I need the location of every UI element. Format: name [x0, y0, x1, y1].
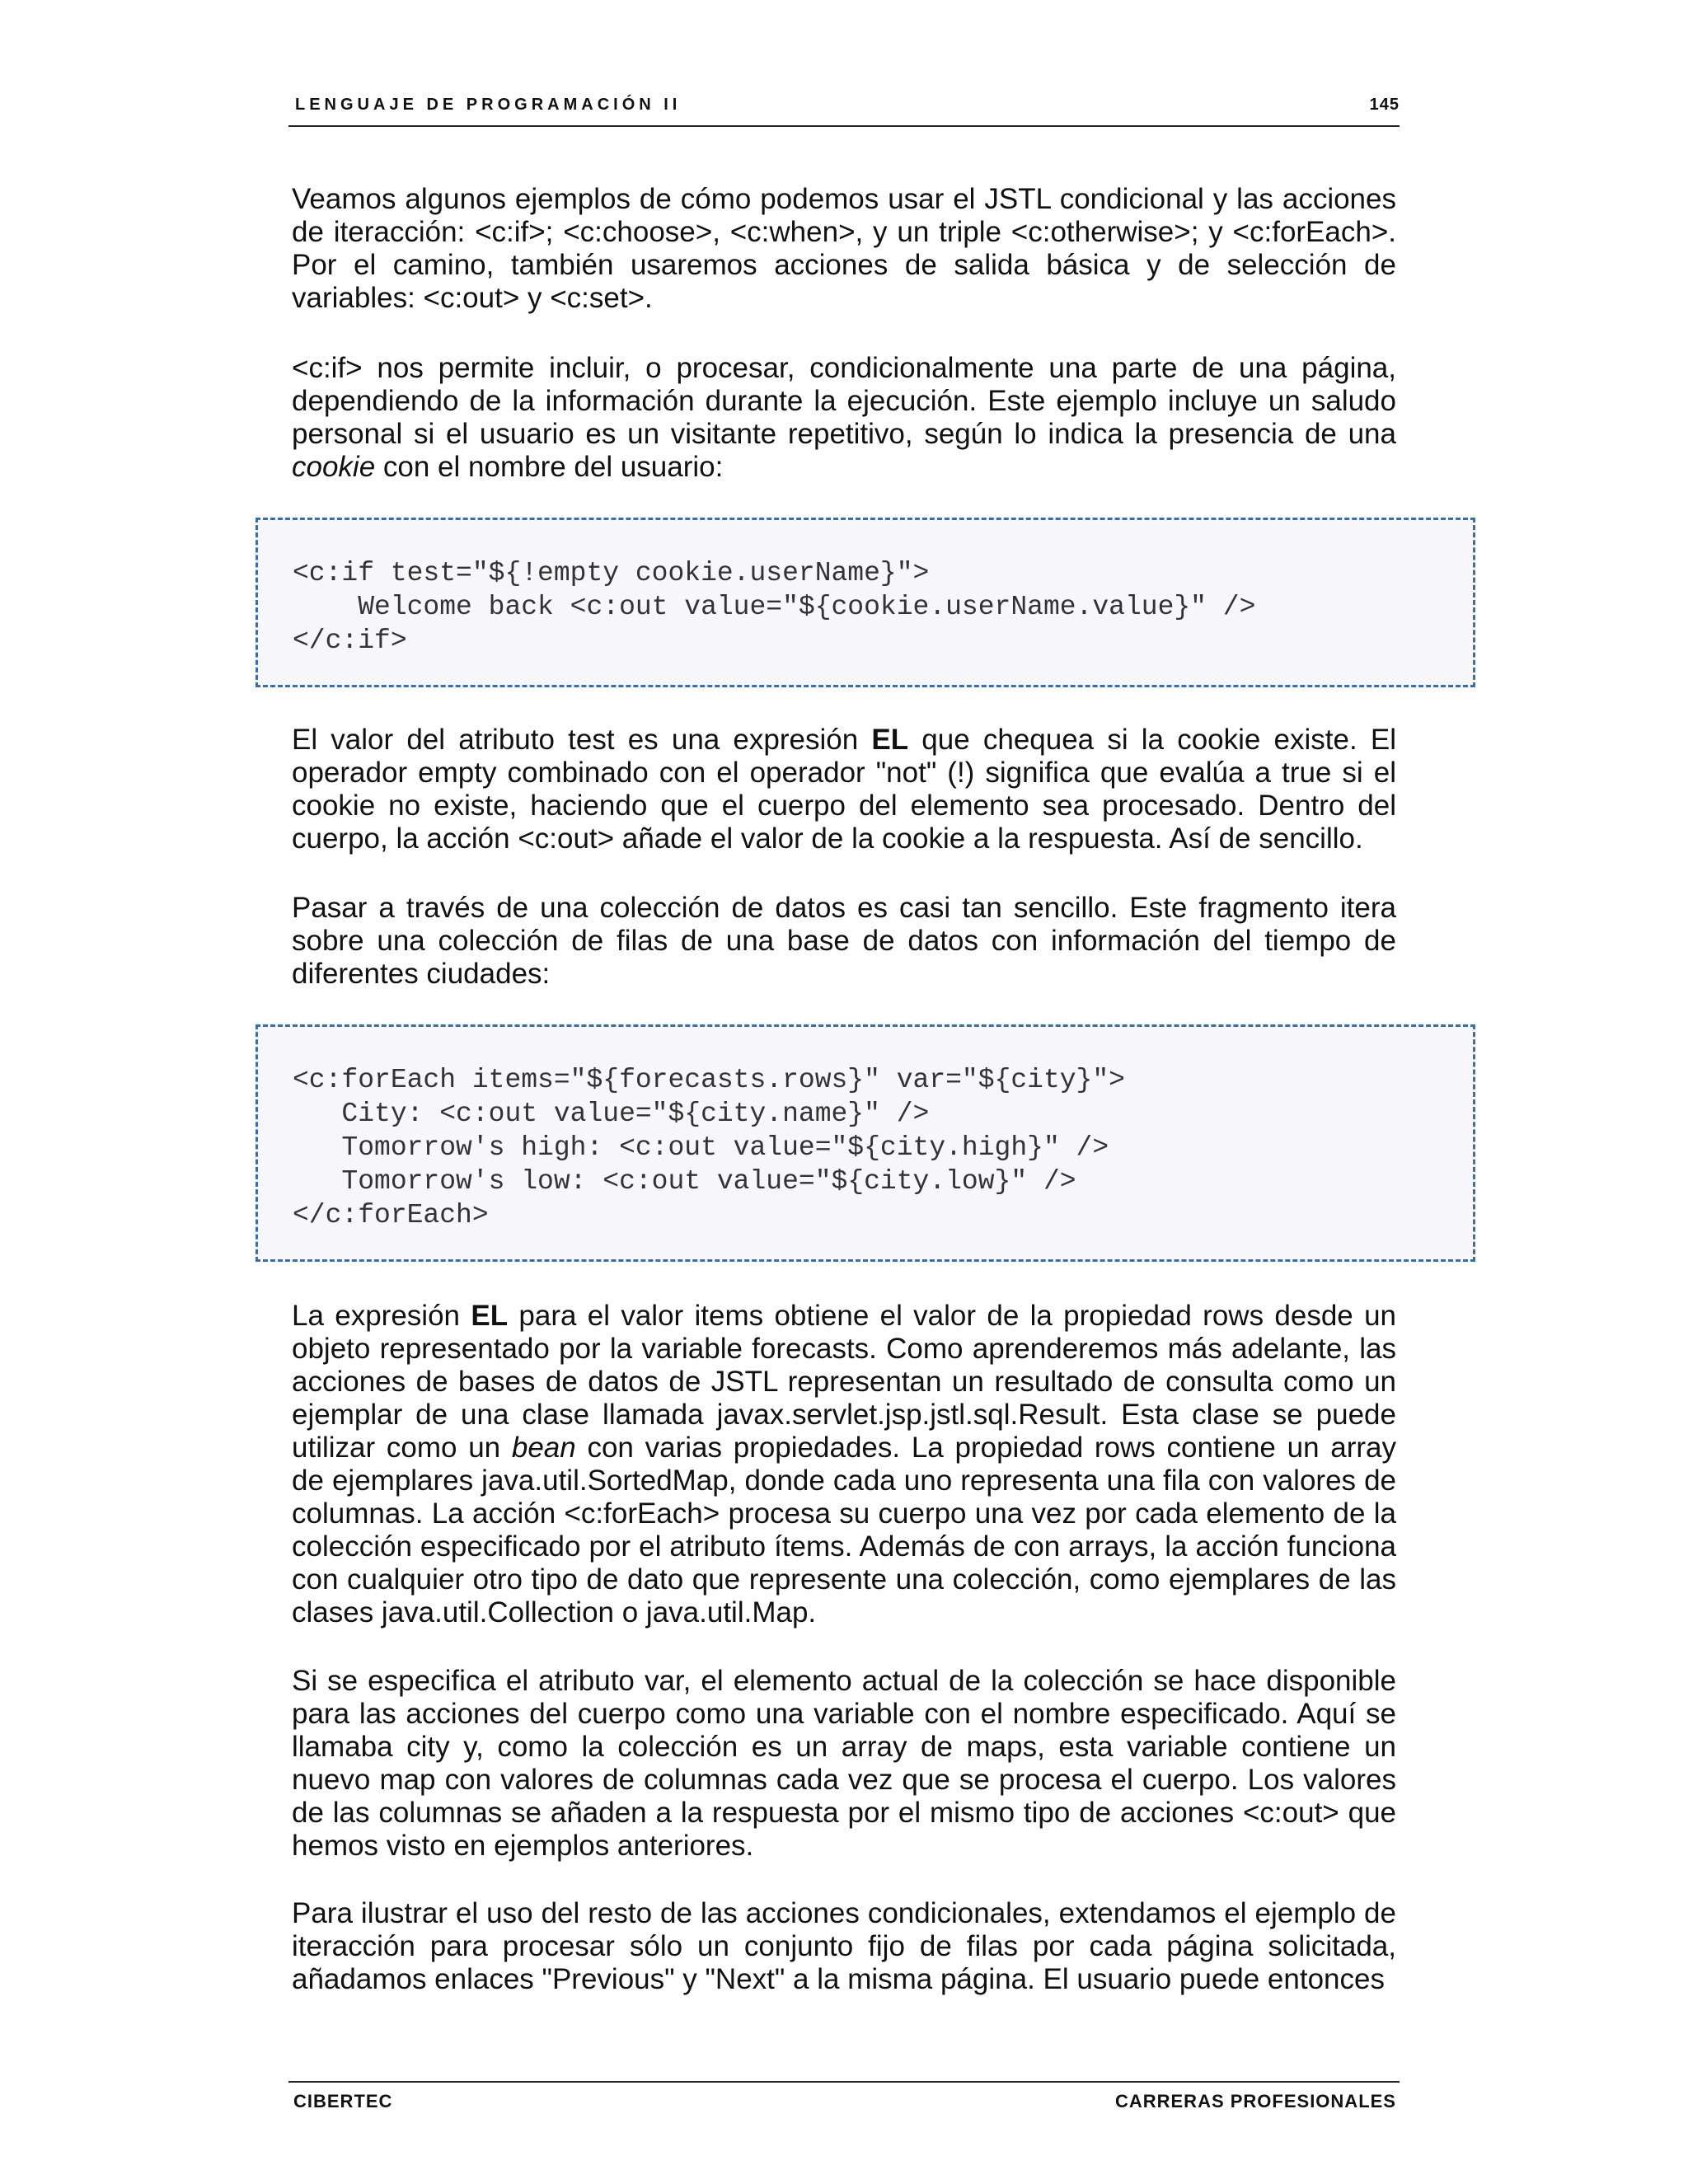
paragraph-test-attribute — [292, 724, 1396, 855]
paragraph-test-text-b: que chequea si la cookie existe. El operador empty combinado con el operador "not" (!) significa que evalúa a true si el cookie no existe, haciendo que el cuerpo del elemento sea procesado. Dentro del cuerpo, la acción <c:out> añade el valor de la cookie a la respuesta. Así de sencillo. — [292, 724, 1396, 855]
paragraph-cif-text-b: con el nombre del usuario: — [375, 451, 724, 483]
paragraph-el-text-a: La expresión — [292, 1300, 471, 1332]
page-header — [288, 92, 1400, 127]
paragraph-cif — [292, 352, 1396, 484]
page-footer — [288, 2081, 1400, 2116]
paragraph-var-attribute: Si se especifica el atributo var, el elemento actual de la colección se hace disponible para las acciones del cuerpo como una variable con el nombre especificado. Aquí se llamaba city y, como la colección es un array de maps, esta variable contiene un nuevo map con valores de columnas cada vez que se procesa el cuerpo. Los valores de las columnas se añaden a la respuesta por el mismo tipo de acciones <c:out> que hemos visto en ejemplos anteriores. — [292, 1665, 1396, 1862]
footer-right: CARRERAS PROFESIONALES — [1114, 2091, 1396, 2111]
paragraph-test-bold: EL — [871, 724, 909, 756]
paragraph-el-bold: EL — [471, 1300, 509, 1332]
paragraph-conditional-actions: Para ilustrar el uso del resto de las acciones condicionales, extendamos el ejemplo de iteracción para procesar sólo un conjunto fijo de filas por cada página solicitada, añadamos enlaces "Previous" y "Next" a la misma página. El usuario puede entonces — [292, 1897, 1396, 1995]
page-number: 145 — [1369, 96, 1400, 114]
paragraph-intro: Veamos algunos ejemplos de cómo podemos usar el JSTL condicional y las acciones de iteracción: <c:if>; <c:choose>, <c:when>, y un triple <c:otherwise>; y <c:forEach>. Por el camino, también usaremos acciones de salida básica y de selección de variables: <c:out> y <c:set>. — [292, 183, 1396, 314]
paragraph-el-items — [292, 1300, 1396, 1629]
code-foreach: <c:forEach items="${forecasts.rows}" var="${city}"> City: <c:out value="${city.name}" /> Tomorrow's high: <c:out value="${city.high}" /> Tomorrow's low: <c:out value="${city.low}" /> </c:forEach> — [293, 1065, 1125, 1230]
paragraph-cif-emphasis: cookie — [292, 451, 376, 483]
paragraph-el-text-c: con varias propiedades. La propiedad rows contiene un array de ejemplares java.util.SortedMap, donde cada uno representa una fila con valores de columnas. La acción <c:forEach> procesa su cuerpo una vez por cada elemento de la colección especificado por el atributo ítems. Además de con arrays, la acción funciona con cualquier otro tipo de dato que represente una colección, como ejemplares de las clases java.util.Collection o java.util.Map. — [292, 1432, 1397, 1629]
footer-left: CIBERTEC — [293, 2091, 393, 2111]
paragraph-test-text-a: El valor del atributo test es una expresión — [292, 724, 872, 756]
paragraph-collection: Pasar a través de una colección de datos es casi tan sencillo. Este fragmento itera sobre una colección de filas de una base de datos con información del tiempo de diferentes ciudades: — [292, 892, 1396, 990]
code-block-foreach — [256, 1024, 1475, 1262]
header-title: LENGUAJE DE PROGRAMACIÓN II — [295, 96, 682, 114]
paragraph-cif-text-a: <c:if> nos permite incluir, o procesar, condicionalmente una parte de una página, dependiendo de la información durante la ejecución. Este ejemplo incluye un saludo personal si el usuario es un visitante repetitivo, según lo indica la presencia de una — [292, 352, 1396, 450]
paragraph-el-text-b: para el valor items obtiene el valor de la propiedad rows desde un objeto representado por la variable forecasts. Como aprenderemos más adelante, las acciones de bases de datos de JSTL representan un resultado de consulta como un ejemplar de una clase llamada javax.servlet.jsp.jstl.sql.Result. Esta clase se puede utilizar como un — [292, 1300, 1397, 1464]
paragraph-el-emphasis: bean — [511, 1432, 576, 1464]
code-cif: <c:if test="${!empty cookie.userName}"> Welcome back <c:out value="${cookie.userName.value}" /> </c:if> — [293, 558, 1256, 656]
code-block-cif — [256, 518, 1475, 687]
